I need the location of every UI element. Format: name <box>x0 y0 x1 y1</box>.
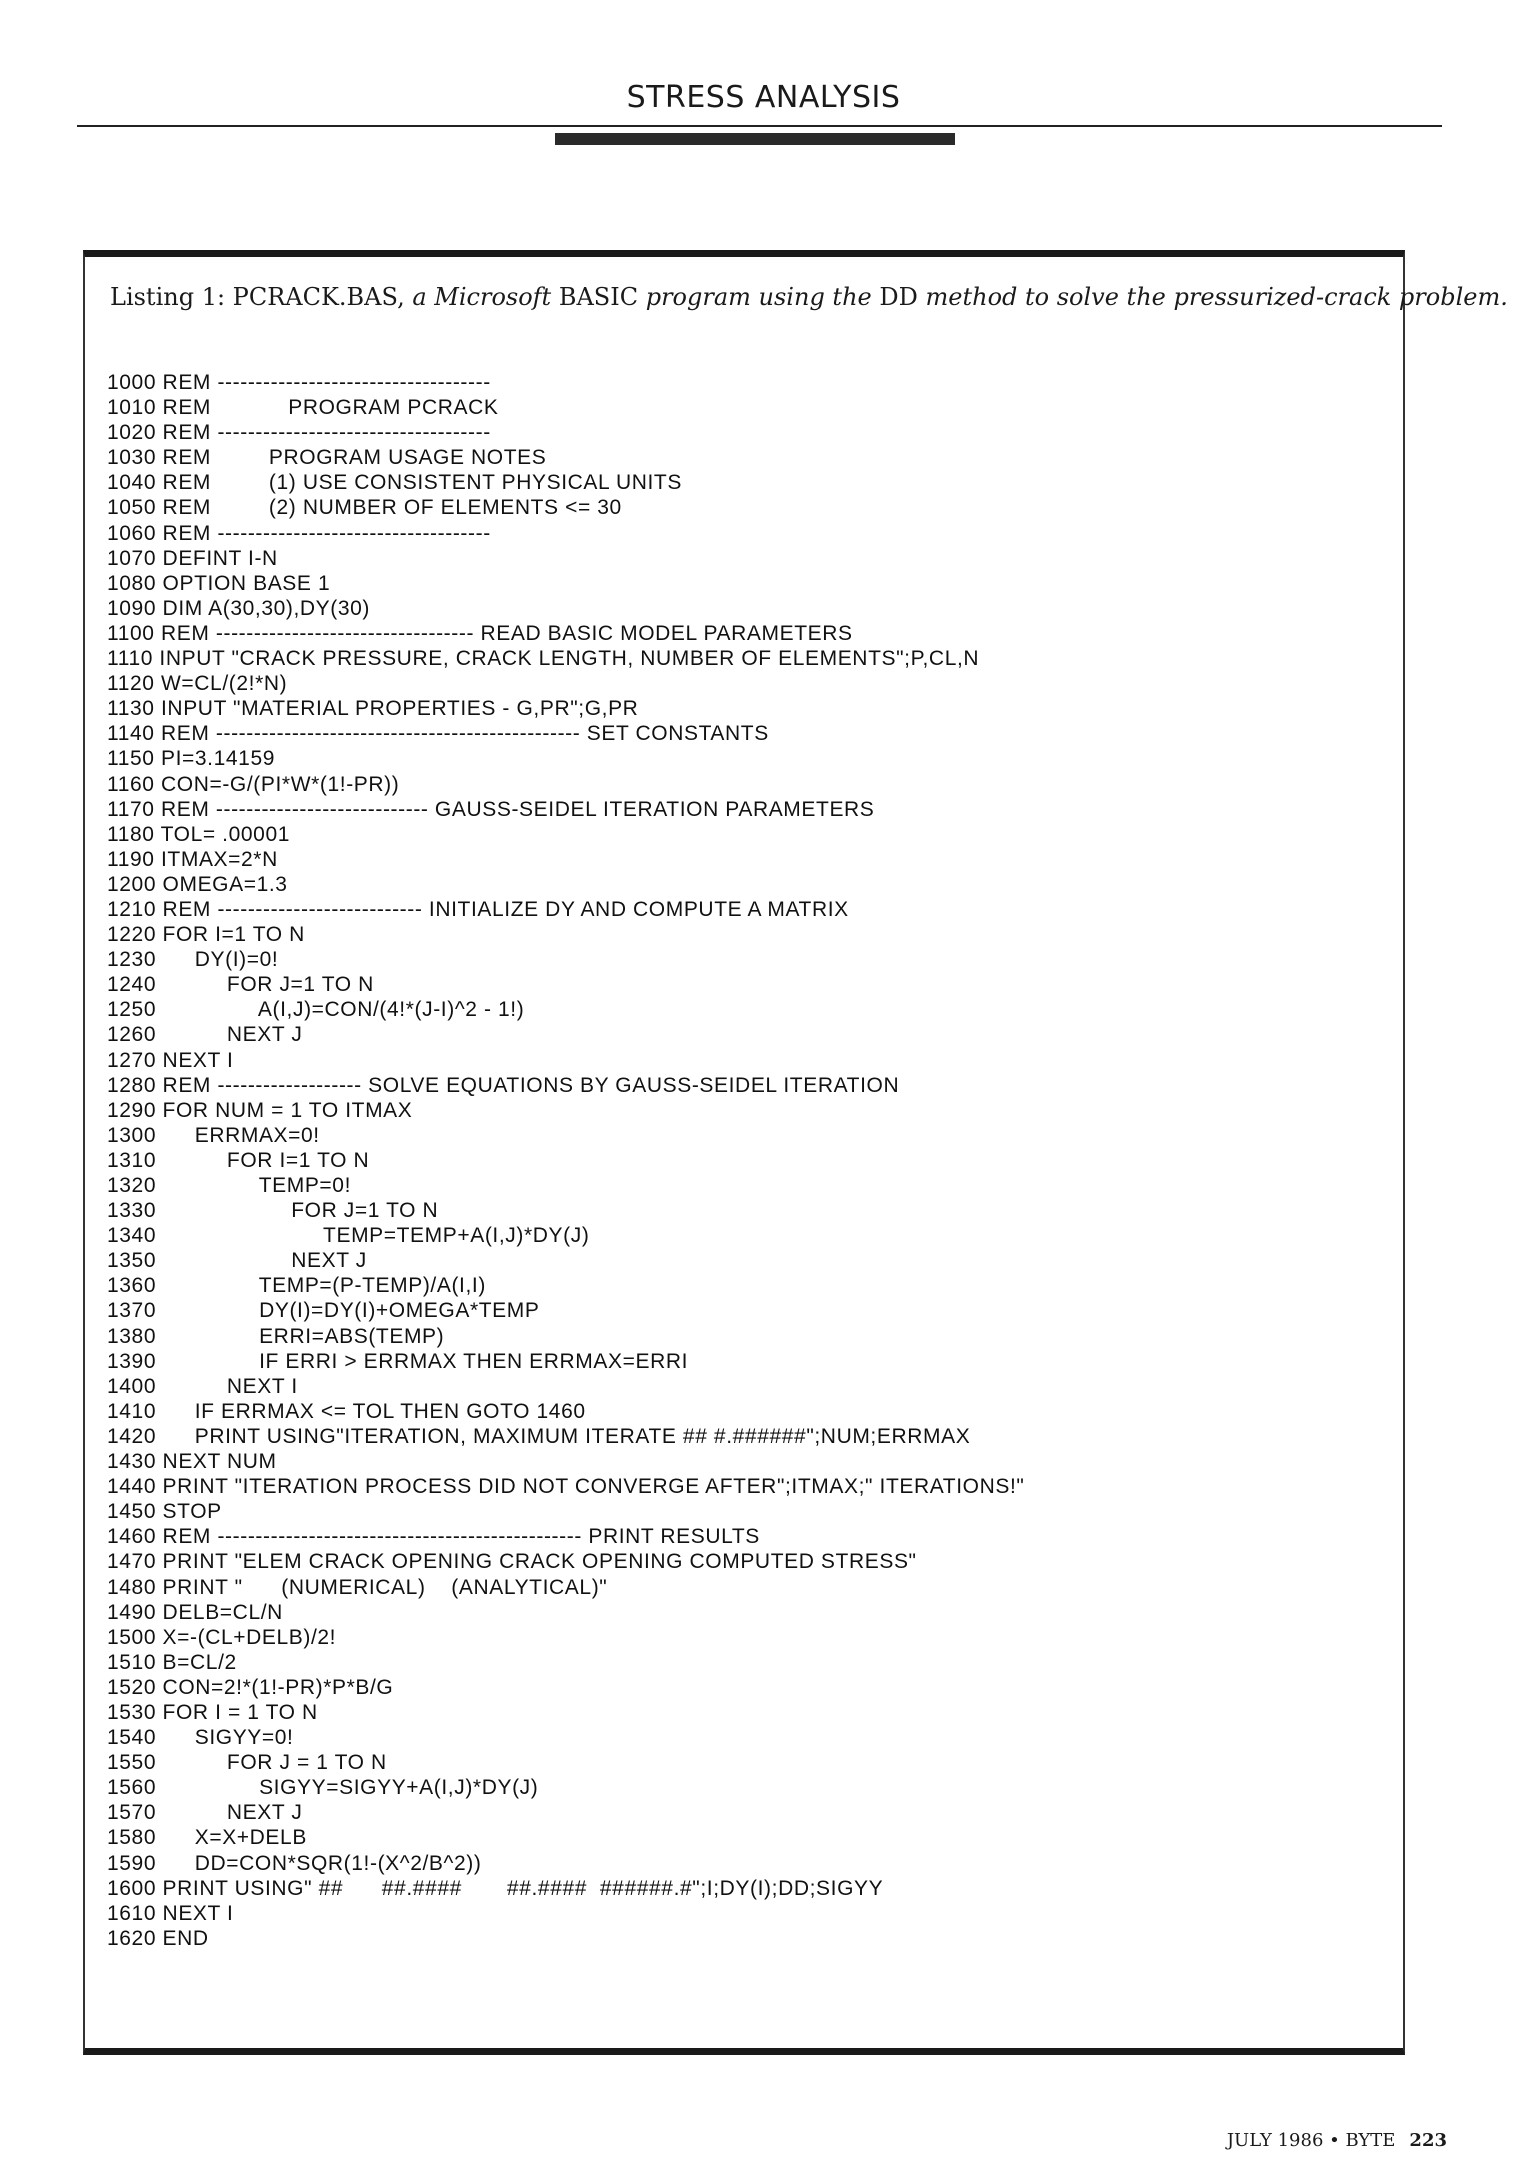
code-line: 1470 PRINT "ELEM CRACK OPENING CRACK OPENING COMPUTED STRESS" <box>107 1550 917 1574</box>
code-line: 1590 DD=CON*SQR(1!-(X^2/B^2)) <box>107 1851 482 1875</box>
code-line: 1230 DY(I)=0! <box>107 948 279 972</box>
code-line: 1410 IF ERRMAX <= TOL THEN GOTO 1460 <box>107 1399 586 1423</box>
code-line: 1190 ITMAX=2*N <box>107 847 278 871</box>
code-line: 1170 REM ---------------------------- GAUSS-SEIDEL ITERATION PARAMETERS <box>107 797 875 821</box>
code-line: 1580 X=X+DELB <box>107 1826 307 1850</box>
caption-roman-2: DD <box>879 283 926 311</box>
code-line: 1070 DEFINT I-N <box>107 546 278 570</box>
running-head: STRESS ANALYSIS <box>626 80 901 115</box>
header-bar <box>555 133 955 145</box>
page-number: 223 <box>1409 2130 1447 2151</box>
code-line: 1320 TEMP=0! <box>107 1174 352 1197</box>
code-line: 1430 NEXT NUM <box>107 1450 277 1474</box>
code-line: 1020 REM ------------------------------------ <box>107 421 491 445</box>
caption-italic-3: method to solve the pressurized-crack problem. <box>925 283 1508 311</box>
code-line: 1420 PRINT USING"ITERATION, MAXIMUM ITERATE ## #.######";NUM;ERRMAX <box>107 1424 971 1448</box>
code-line: 1030 REM PROGRAM USAGE NOTES <box>107 446 547 470</box>
code-line: 1400 NEXT I <box>107 1374 298 1398</box>
code-line: 1050 REM (2) NUMBER OF ELEMENTS <= 30 <box>107 496 622 520</box>
code-line: 1000 REM ------------------------------------ <box>107 371 491 394</box>
code-line: 1280 REM ------------------- SOLVE EQUATIONS BY GAUSS-SEIDEL ITERATION <box>107 1073 900 1097</box>
code-line: 1090 DIM A(30,30),DY(30) <box>107 596 371 620</box>
caption-italic-1: a Microsoft <box>412 283 559 311</box>
code-line: 1370 DY(I)=DY(I)+OMEGA*TEMP <box>107 1299 540 1323</box>
code-line: 1160 CON=-G/(PI*W*(1!-PR)) <box>107 772 400 796</box>
code-line: 1510 B=CL/2 <box>107 1650 237 1674</box>
code-line: 1290 FOR NUM = 1 TO ITMAX <box>107 1098 413 1122</box>
code-line: 1200 OMEGA=1.3 <box>107 872 288 896</box>
code-line: 1260 NEXT J <box>107 1023 303 1047</box>
code-line: 1550 FOR J = 1 TO N <box>107 1751 387 1775</box>
code-line: 1620 END <box>107 1926 209 1950</box>
code-line: 1310 FOR I=1 TO N <box>107 1148 370 1172</box>
code-line: 1390 IF ERRI > ERRMAX THEN ERRMAX=ERRI <box>107 1349 689 1373</box>
code-line: 1530 FOR I = 1 TO N <box>107 1700 318 1724</box>
code-line: 1440 PRINT "ITERATION PROCESS DID NOT CONVERGE AFTER";ITMAX;" ITERATIONS!" <box>107 1475 1025 1499</box>
issue-info: JULY 1986 • BYTE <box>1226 2130 1396 2151</box>
code-line: 1480 PRINT " (NUMERICAL) (ANALYTICAL)" <box>107 1575 608 1599</box>
code-line: 1610 NEXT I <box>107 1901 234 1925</box>
code-line: 1080 OPTION BASE 1 <box>107 571 331 595</box>
code-line: 1180 TOL= .00001 <box>107 822 291 846</box>
code-line: 1130 INPUT "MATERIAL PROPERTIES - G,PR";G,PR <box>107 697 639 721</box>
code-listing <box>107 370 1397 1951</box>
caption-italic-2: program using the <box>645 283 880 311</box>
code-line: 1600 PRINT USING" ## ##.#### ##.#### ######.#";I;DY(I);DD;SIGYY <box>107 1876 884 1900</box>
code-line: 1570 NEXT J <box>107 1801 303 1825</box>
code-line: 1240 FOR J=1 TO N <box>107 973 374 997</box>
code-line: 1120 W=CL/(2!*N) <box>107 672 288 696</box>
header-rule <box>77 125 1442 127</box>
code-line: 1010 REM PROGRAM PCRACK <box>107 396 499 420</box>
code-line: 1300 ERRMAX=0! <box>107 1123 320 1147</box>
code-line: 1100 REM ---------------------------------- READ BASIC MODEL PARAMETERS <box>107 621 853 645</box>
code-line: 1270 NEXT I <box>107 1048 234 1072</box>
code-line: 1490 DELB=CL/N <box>107 1600 283 1624</box>
code-line: 1330 FOR J=1 TO N <box>107 1199 439 1223</box>
code-line: 1380 ERRI=ABS(TEMP) <box>107 1324 445 1348</box>
caption-prefix: Listing 1: PCRACK.BAS, <box>110 283 413 311</box>
page-footer <box>1227 2130 1447 2151</box>
code-line: 1560 SIGYY=SIGYY+A(I,J)*DY(J) <box>107 1776 539 1800</box>
code-line: 1450 STOP <box>107 1500 222 1524</box>
code-line: 1150 PI=3.14159 <box>107 747 276 771</box>
code-line: 1060 REM ------------------------------------ <box>107 521 491 545</box>
code-line: 1540 SIGYY=0! <box>107 1726 294 1750</box>
code-line: 1140 REM ------------------------------------------------ SET CONSTANTS <box>107 722 769 746</box>
code-line: 1210 REM --------------------------- INITIALIZE DY AND COMPUTE A MATRIX <box>107 897 849 921</box>
code-line: 1220 FOR I=1 TO N <box>107 923 305 947</box>
code-line: 1460 REM ------------------------------------------------ PRINT RESULTS <box>107 1525 760 1549</box>
listing-caption <box>110 283 1508 311</box>
code-line: 1520 CON=2!*(1!-PR)*P*B/G <box>107 1675 394 1699</box>
code-line: 1500 X=-(CL+DELB)/2! <box>107 1625 337 1649</box>
caption-roman-1: BASIC <box>558 283 646 311</box>
code-line: 1360 TEMP=(P-TEMP)/A(I,I) <box>107 1274 486 1298</box>
code-line: 1110 INPUT "CRACK PRESSURE, CRACK LENGTH, NUMBER OF ELEMENTS";P,CL,N <box>107 647 980 671</box>
code-line: 1040 REM (1) USE CONSISTENT PHYSICAL UNITS <box>107 471 682 495</box>
code-line: 1350 NEXT J <box>107 1249 367 1273</box>
code-line: 1250 A(I,J)=CON/(4!*(J-I)^2 - 1!) <box>107 998 525 1022</box>
code-line: 1340 TEMP=TEMP+A(I,J)*DY(J) <box>107 1224 590 1248</box>
